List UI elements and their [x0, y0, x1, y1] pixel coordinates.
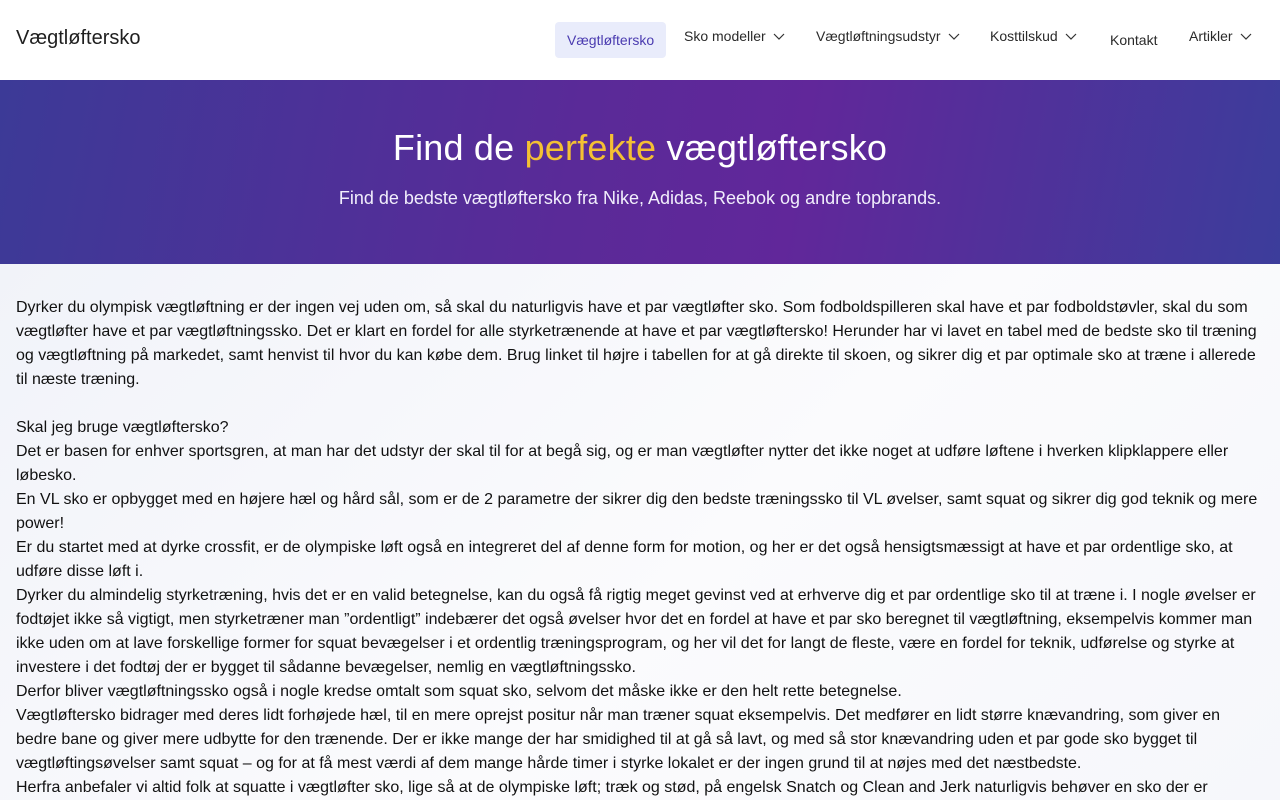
chevron-down-icon	[1239, 29, 1253, 43]
intro-paragraph: Dyrker du olympisk vægtløftning er der ingen vej uden om, så skal du naturligvis have et par vægtløfter sko. Som fodboldspilleren skal have et par fodboldstøvler, skal du som vægtløfter have et par vægtløftningssko. Det er klart en fordel for alle styrketrænende at have et par vægtløftersko! Herunder har vi lavet en tabel med de bedste sko til træning og vægtløftning på markedet, samt henvist til hvor du kan købe dem. Brug linket til højre i tabellen for at gå direkte til skoen, og sikrer dig et par optimale sko at træne i allerede til næste træning.	[16, 299, 1257, 388]
hero-title	[0, 127, 1280, 169]
body-paragraph: Er du startet med at dyrke crossfit, er de olympiske løft også en integreret del af denne form for motion, og her er det også hensigtsmæssigt at have et par ordentlige sko, at udføre disse løft i.	[16, 539, 1233, 580]
hero-title-pre: Find de	[392, 127, 515, 168]
nav-item-label: Vægtløftningsudstyr	[816, 28, 941, 44]
hero-subtitle: Find de bedste vægtløftersko fra Nike, Adidas, Reebok og andre topbrands.	[338, 188, 942, 208]
body-paragraph: En VL sko er opbygget med en højere hæl og hård sål, som er de 2 parametre der sikrer dig den bedste træningssko til VL øvelser, samt squat og sikrer dig god teknik og mere power!	[16, 491, 1258, 532]
body-paragraph: Vægtløftersko bidrager med deres lidt forhøjede hæl, til en mere oprejst positur når man træner squat eksempelvis. Det medfører en lidt større knævandring, som giver en bedre bane og giver mere udbytte for den trænende. Der er ikke mange der har smidighed til at gå så lavt, og med så stor knævandring uden et par gode sko bygget til vægtløftingsøvelser samt squat – og for at få mest værdi af dem mange hårde timer i styrke lokalet er der ingen grund til at nøjes med det næstbedste.	[16, 707, 1221, 772]
body-paragraph: Herfra anbefaler vi altid folk at squatte i vægtløfter sko, lige så at de olympiske løft; træk og stød, på engelsk Snatch og Clean and Jerk naturligvis behøver en sko der er	[16, 779, 1208, 796]
nav-item-label: Vægtløftersko	[567, 32, 655, 48]
chevron-down-icon	[947, 29, 961, 43]
top-navbar	[0, 0, 1280, 80]
hero-title-post: vægtløftersko	[666, 127, 888, 168]
nav-item-kontakt[interactable]	[1110, 32, 1157, 48]
nav-item-artikler[interactable]	[1189, 28, 1253, 44]
body-paragraph: Det er basen for enhver sportsgren, at man har det udstyr der skal til for at begå sig, og er man vægtløfter nytter det ikke noget at udføre løftene i hverken klipklappere eller løbesko.	[16, 443, 1229, 484]
nav-item-label: Kosttilskud	[990, 28, 1058, 44]
chevron-down-icon	[772, 29, 786, 43]
nav-item-label: Kontakt	[1110, 32, 1158, 48]
spacer	[16, 392, 1264, 416]
hero-title-highlight: perfekte	[524, 127, 657, 168]
chevron-down-icon	[1064, 29, 1078, 43]
nav-item-label: Sko modeller	[684, 28, 766, 44]
nav-item-label: Artikler	[1189, 28, 1233, 44]
nav-item-sko-modeller[interactable]	[684, 28, 786, 44]
section-heading: Skal jeg bruge vægtløftersko?	[16, 419, 229, 436]
body-paragraph: Dyrker du almindelig styrketræning, hvis det er en valid betegnelse, kan du også få rigtig meget gevinst ved at erhverve dig et par ordentlige sko til at træne i. I nogle øvelser er fodtøjet ikke så vigtigt, men styrketræner man ”ordentligt” indebærer det også øvelser hvor det en fordel at have et par sko beregnet til vægtløftning, eksempelvis kommer man ikke uden om at lave forskellige former for squat bevægelser i et ordentlig træningsprogram, og her vil det for langt de fleste, være en fordel for teknik, udførelse og styrke at investere i det fodtøj der er bygget til sådanne bevægelser, nemlig en vægtløftningssko.	[16, 587, 1256, 676]
article-body	[16, 296, 1264, 800]
nav-item-kosttilskud[interactable]	[990, 28, 1078, 44]
site-brand[interactable]: Vægtløftersko	[16, 27, 141, 49]
hero-banner	[0, 80, 1280, 264]
body-paragraph: Derfor bliver vægtløftningssko også i nogle kredse omtalt som squat sko, selvom det måske ikke er den helt rette betegnelse.	[16, 683, 902, 700]
main-content	[0, 264, 1280, 800]
nav-item-vaegtloeftningsudstyr[interactable]	[816, 28, 961, 44]
nav-item-vaegtloeftersko[interactable]	[555, 22, 666, 58]
